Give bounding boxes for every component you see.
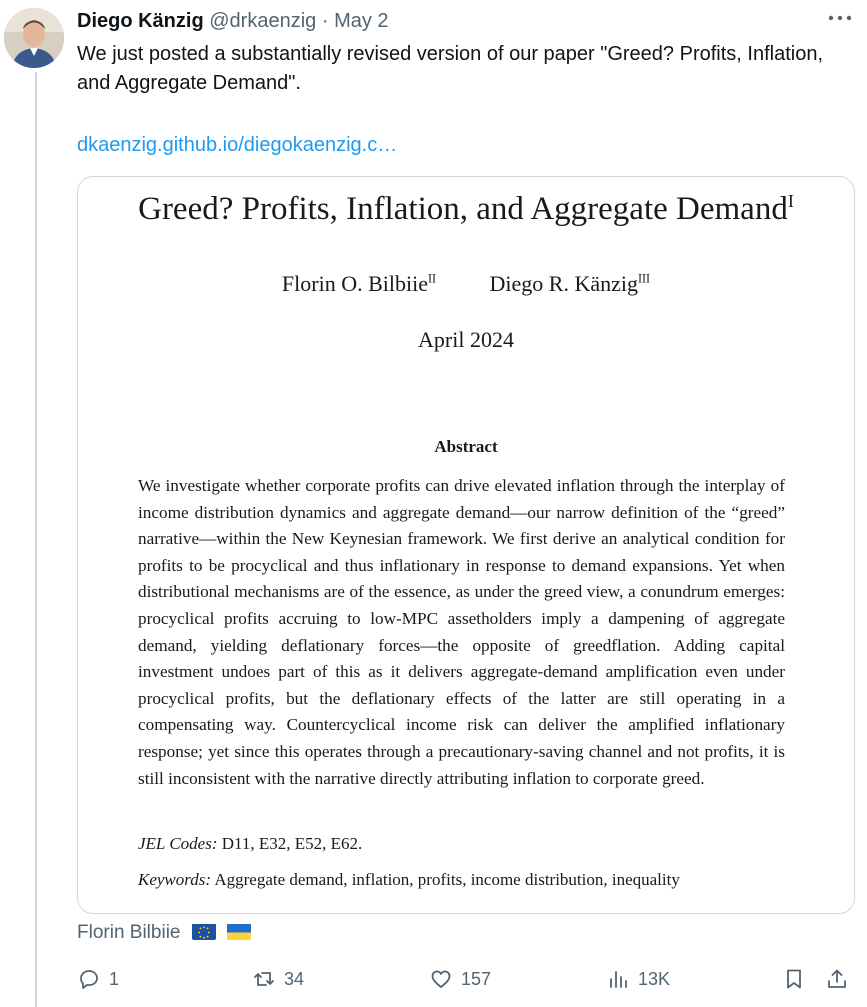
- author-name[interactable]: Diego Känzig: [77, 10, 204, 32]
- more-options-button[interactable]: [827, 8, 853, 28]
- tweet-text: We just posted a substantially revised version of our paper "Greed? Profits, Inflation, and Aggregate Demand".: [77, 43, 824, 94]
- keywords: [138, 868, 680, 892]
- share-icon: [825, 967, 849, 991]
- reply-button[interactable]: [77, 962, 119, 996]
- separator-dot: ·: [321, 10, 329, 32]
- views-button[interactable]: [606, 962, 670, 996]
- paper-author-1-name: Florin O. Bilbiie: [281, 271, 428, 296]
- abstract-heading: Abstract: [434, 437, 498, 456]
- paper-author-2-footnote: III: [638, 271, 651, 286]
- reply-count: 1: [109, 968, 120, 989]
- paper-date: April 2024: [418, 327, 514, 352]
- paper-author-2: [490, 269, 651, 299]
- paper-author-1: [282, 269, 436, 299]
- author-handle[interactable]: @drkaenzig: [209, 10, 317, 32]
- tweet-actions: [77, 962, 857, 996]
- tagged-user-name: Florin Bilbiie: [77, 922, 181, 943]
- jel-label: JEL Codes:: [138, 834, 218, 853]
- bookmark-icon: [782, 967, 806, 991]
- thread-line: [35, 72, 37, 1007]
- tweet-date[interactable]: May 2: [334, 10, 389, 32]
- paper-author-2-name: Diego R. Känzig: [489, 271, 638, 296]
- repost-icon: [252, 967, 276, 991]
- jel-value: D11, E32, E52, E62.: [221, 834, 363, 853]
- paper-title-footnote: I: [787, 191, 794, 211]
- repost-button[interactable]: [252, 962, 304, 996]
- tagged-user[interactable]: [77, 920, 251, 946]
- share-button[interactable]: [825, 962, 849, 996]
- paper-authors: [78, 269, 854, 299]
- paper-image-card[interactable]: [77, 176, 855, 914]
- heart-icon: [429, 967, 453, 991]
- like-count: 157: [461, 968, 492, 989]
- ukraine-flag-icon: [227, 923, 251, 940]
- keywords-label: Keywords:: [138, 870, 212, 889]
- paper-title-text: Greed? Profits, Inflation, and Aggregate Demand: [138, 191, 788, 227]
- eu-flag-icon: [192, 923, 216, 940]
- avatar-image: [4, 8, 64, 68]
- views-chart-icon: [606, 967, 630, 991]
- tweet-link[interactable]: dkaenzig.github.io/diegokaenzig.c…: [77, 134, 398, 156]
- keywords-value: Aggregate demand, inflation, profits, income distribution, inequality: [214, 870, 680, 889]
- abstract-text: We investigate whether corporate profits can drive elevated inflation through the interplay of income distribution dynamics and aggregate demand—our narrow definition of the “greed” narrative—within the New Keynesian framework. We first derive an analytical condition for profits to be procyclical and thus inflationary in response to demand expansions. Yet when distributional mechanisms are of the essence, as under the greed view, a conundrum emerges: procyclical profits accruing to low-MPC assetholders imply a dampening of aggregate demand, yielding deflationary forces—the opposite of greedflation. Adding capital investment undoes part of this as it delivers aggregate-demand amplification even under procyclical profits, but the deflationary effects of the latter are still operating in a compensating way. Countercyclical income risk can deliver the amplified inflationary response; yet since this operates through a precautionary-saving channel and not profits, it is still inconsistent with the narrative directly attributing inflation to corporate greed.: [138, 476, 785, 788]
- jel-codes: [138, 832, 362, 856]
- paper-title: [78, 187, 854, 231]
- paper-author-1-footnote: II: [427, 271, 437, 286]
- bookmark-button[interactable]: [782, 962, 806, 996]
- tweet-header: [77, 8, 389, 34]
- reply-icon: [77, 967, 101, 991]
- views-count: 13K: [638, 968, 671, 989]
- avatar[interactable]: [4, 8, 64, 68]
- like-button[interactable]: [429, 962, 491, 996]
- more-horizontal-icon: [827, 8, 853, 28]
- repost-count: 34: [284, 968, 305, 989]
